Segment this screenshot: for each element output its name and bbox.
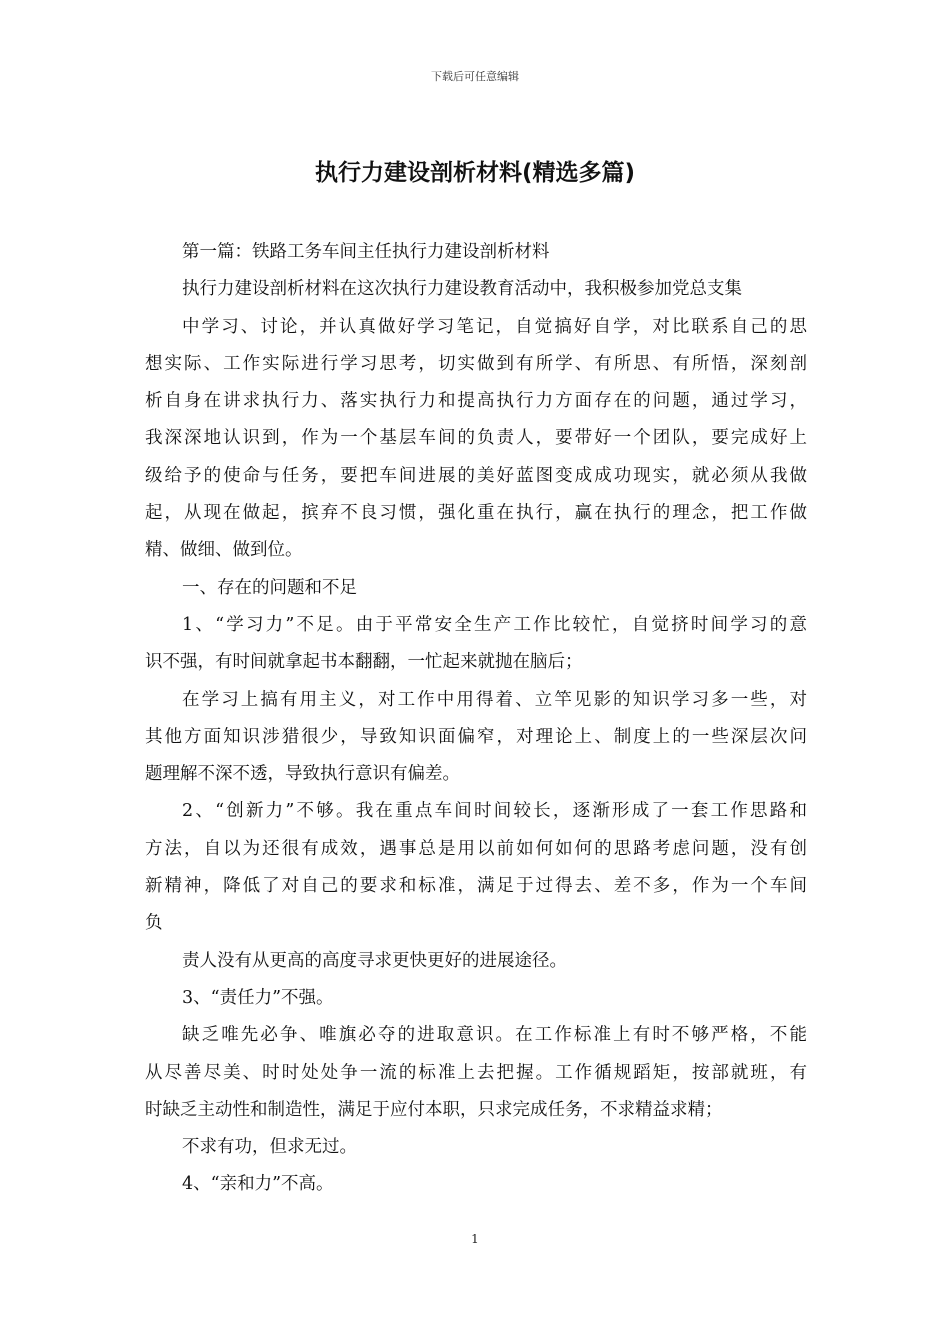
paragraph-line: 中学习、讨论，并认真做好学习笔记，自觉搞好自学，对比联系自己的思 xyxy=(182,316,807,337)
paragraph-line: 时缺乏主动性和制造性，满足于应付本职，只求完成任务，不求精益求精； xyxy=(145,1099,723,1120)
document-title: 执行力建设剖析材料(精选多篇) xyxy=(314,160,636,186)
paragraph-line: 负 xyxy=(145,913,163,934)
paragraph-line: 级给予的使命与任务，要把车间进展的美好蓝图变成成功现实，就必须从我做 xyxy=(145,465,807,486)
paragraph-line: 其他方面知识涉猎很少，导致知识面偏窄，对理论上、制度上的一些深层次问 xyxy=(145,726,807,747)
paragraph-line: 想实际、工作实际进行学习思考，切实做到有所学、有所思、有所悟，深刻剖 xyxy=(145,353,807,374)
paragraph-line: 3、“责任力”不强。 xyxy=(182,987,334,1008)
paragraph-line: 1、“学习力”不足。由于平常安全生产工作比较忙，自觉挤时间学习的意 xyxy=(182,614,807,635)
document-body xyxy=(145,234,807,1204)
paragraph-line: 起，从现在做起，摈弃不良习惯，强化重在执行，赢在执行的理念，把工作做 xyxy=(145,503,807,524)
paragraph-line: 一、存在的问题和不足 xyxy=(182,577,357,598)
paragraph-line: 4、“亲和力”不高。 xyxy=(182,1174,334,1195)
paragraph-line: 在学习上搞有用主义，对工作中用得着、立竿见影的知识学习多一些，对 xyxy=(182,689,807,710)
paragraph-line: 析自身在讲求执行力、落实执行力和提高执行力方面存在的问题，通过学习， xyxy=(145,391,807,412)
paragraph-line: 新精神，降低了对自己的要求和标准，满足于过得去、差不多，作为一个车间 xyxy=(145,876,807,897)
page-header-note: 下载后可任意编辑 xyxy=(431,70,519,83)
paragraph-line: 我深深地认识到，作为一个基层车间的负责人，要带好一个团队，要完成好上 xyxy=(145,428,807,449)
paragraph-line: 责人没有从更高的高度寻求更快更好的进展途径。 xyxy=(182,950,567,971)
paragraph-line: 不求有功，但求无过。 xyxy=(182,1137,357,1158)
paragraph-line: 第一篇：铁路工务车间主任执行力建设剖析材料 xyxy=(182,242,550,262)
page-number: 1 xyxy=(471,1232,479,1246)
paragraph-line: 2、“创新力”不够。我在重点车间时间较长，逐渐形成了一套工作思路和 xyxy=(182,801,807,822)
paragraph-line: 题理解不深不透，导致执行意识有偏差。 xyxy=(145,764,460,785)
paragraph-line: 执行力建设剖析材料在这次执行力建设教育活动中，我积极参加党总支集 xyxy=(182,279,742,300)
paragraph-line: 精、做细、做到位。 xyxy=(145,540,303,561)
paragraph-line: 缺乏唯先必争、唯旗必夺的进取意识。在工作标准上有时不够严格，不能 xyxy=(182,1025,807,1046)
paragraph-line: 方法，自以为还很有成效，遇事总是用以前如何如何的思路考虑问题，没有创 xyxy=(145,838,807,859)
paragraph-line: 从尽善尽美、时时处处争一流的标准上去把握。工作循规蹈矩，按部就班，有 xyxy=(145,1062,807,1083)
paragraph-line: 识不强，有时间就拿起书本翻翻，一忙起来就抛在脑后； xyxy=(145,652,583,673)
